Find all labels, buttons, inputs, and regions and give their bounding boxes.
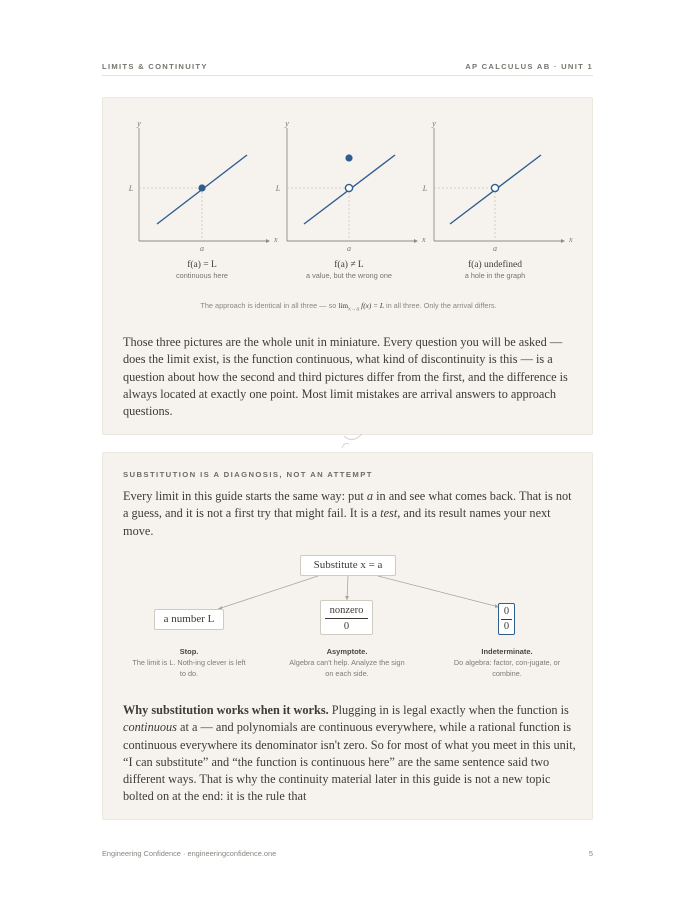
outcome-title: Indeterminate. [481, 647, 533, 656]
substitution-card [102, 452, 593, 820]
outcome-text: The limit is L. Noth-ing clever is left to do. [132, 658, 246, 678]
running-head-left: LIMITS & CONTINUITY [102, 62, 208, 71]
panel-title: f(a) undefined [467, 260, 523, 270]
intro-var-a: a [366, 489, 374, 503]
running-head-right: AP CALCULUS AB · UNIT 1 [465, 62, 593, 71]
page-number: 5 [588, 849, 593, 858]
intro-text-2: in and see what comes back. That is not a guess, and it is not a first try that might fail. It is a [123, 489, 572, 521]
caption-subscript: x→a [348, 306, 360, 313]
nonzero-over-zero-node [320, 600, 373, 635]
figure-card [102, 97, 593, 435]
panel-subtitle: a value, but the wrong one [305, 271, 393, 280]
hole-point [491, 184, 498, 191]
panel-subtitle: continuous here [176, 271, 228, 280]
caption-post: in all three. Only the arrival differs. [383, 301, 497, 310]
outcome-stop [129, 646, 249, 679]
outcome-title: Stop. [179, 647, 199, 656]
x-axis-label: x [569, 235, 573, 244]
footer-site: Engineering Confidence · engineeringconfidence.one [102, 849, 277, 858]
panel-continuous [128, 119, 278, 280]
section-label: SUBSTITUTION IS A DIAGNOSIS, NOT AN ATTEMPT [123, 470, 373, 479]
limit-figure [103, 98, 594, 298]
panel-title: f(a) ≠ L [334, 260, 364, 270]
substitute-node: Substitute x = a [300, 555, 396, 576]
outcome-indeterminate [447, 646, 567, 679]
intro-text-1: Every limit in this guide starts the same way: put [123, 489, 367, 503]
intro-text-3: , and its result names your next move. [123, 506, 551, 538]
x-axis-label: x [274, 235, 278, 244]
zero-over-zero-node [498, 603, 515, 635]
paragraph-unit-summary: Those three pictures are the whole unit in miniature. Every question you will be asked — does the limit exist, is the function continuous, what kind of discontinuity is this — is a question about how the second and third pictures differ from the first, and the difference is always located at exactly one point. Most limit mistakes are arrival answers to approach questions. [123, 335, 568, 419]
paragraph-text-2: at a — and polynomials are continuous everywhere, while a rational function is continuous everywhere its denominator isn't zero. So for most of what you meet in this unit, “I can substitute” and “the function is continuous here” are the same sentence said two different ways. That is why the continuity material later in this guide is not a new topic bolted on at the end: it is the rule that [123, 720, 576, 804]
caption-pre: The approach is identical in all three — so [200, 301, 339, 310]
outcome-text: Algebra can't help. Analyze the sign on each side. [289, 658, 405, 678]
page-ornament [338, 428, 368, 450]
paragraph-lead: Why substitution works when it works. [123, 703, 329, 717]
outcome-text: Do algebra: factor, con-jugate, or combine. [453, 658, 561, 678]
paragraph-text-1: Plugging in is legal exactly when the function is [328, 703, 569, 717]
L-label: L [275, 184, 281, 193]
caption-math-expr: f(x) = L [359, 301, 384, 310]
running-head [102, 62, 593, 76]
a-label: a [200, 244, 204, 253]
fraction-bar [501, 619, 512, 620]
fraction-bar [325, 618, 368, 619]
filled-point [198, 184, 205, 191]
y-axis-label: y [137, 119, 141, 128]
fraction-denominator: 0 [343, 621, 350, 632]
panel-wrong-value [275, 119, 426, 280]
L-label: L [422, 184, 428, 193]
panel-hole [422, 119, 573, 280]
paragraph-why-substitution [123, 702, 578, 806]
displaced-point [345, 154, 352, 161]
y-axis-label: y [432, 119, 436, 128]
a-label: a [493, 244, 497, 253]
fraction-denominator: 0 [503, 621, 510, 632]
paragraph-continuous-word: continuous [123, 720, 177, 735]
outcome-asymptote [287, 646, 407, 679]
fraction-numerator: nonzero [329, 605, 364, 616]
x-axis-label: x [422, 235, 426, 244]
L-label: L [128, 184, 134, 193]
panel-subtitle: a hole in the graph [464, 271, 526, 280]
y-axis-label: y [285, 119, 289, 128]
hole-point [345, 184, 352, 191]
number-result-node: a number L [154, 609, 224, 630]
caption-math: lim [338, 301, 349, 310]
figure-caption [103, 301, 594, 312]
page-footer [102, 849, 593, 858]
panel-title: f(a) = L [187, 260, 217, 270]
intro-test-word: test [380, 506, 398, 521]
fraction-numerator: 0 [503, 606, 510, 617]
a-label: a [347, 244, 351, 253]
outcome-title: Asymptote. [326, 647, 368, 656]
section-intro [123, 488, 578, 540]
